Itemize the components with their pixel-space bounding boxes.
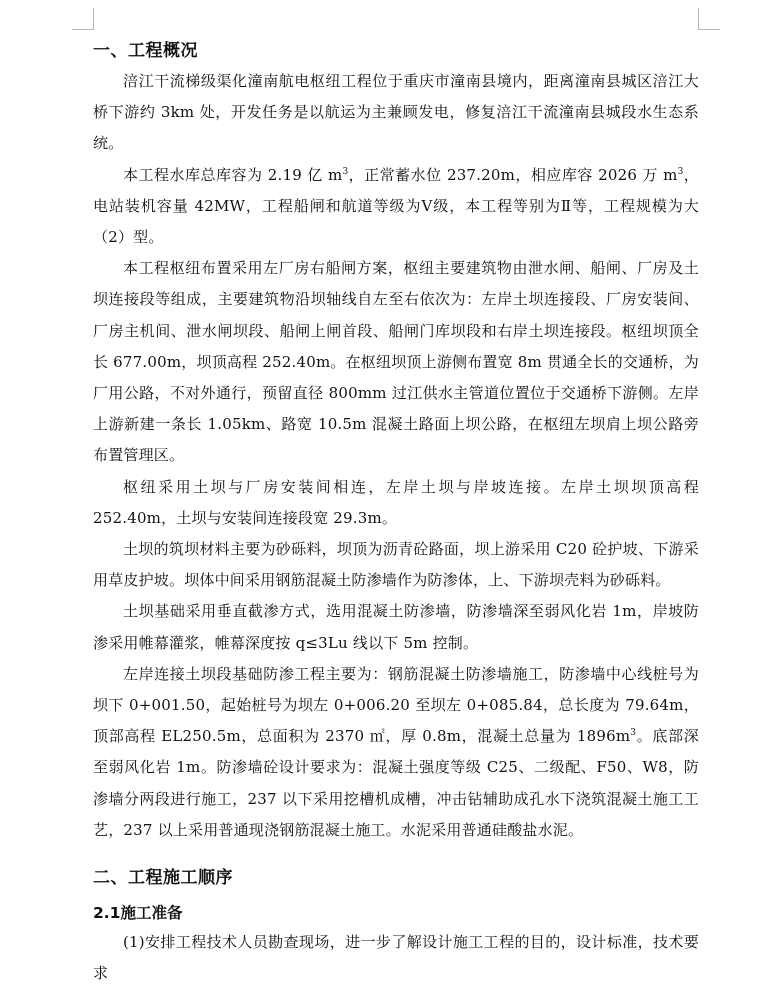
superscript-cubic: 3 <box>677 166 684 177</box>
superscript-cubic: 3 <box>342 166 349 177</box>
paragraph-cutoff-wall-part2: 。底部深至弱风化岩 1m。防渗墙砼设计要求为：混凝土强度等级 C25、二级配、F50、W8，防渗墙分两段进行施工，237 以下采用挖槽机成槽，冲击钻辅助成孔水下浇筑混凝土施工工艺，237 以上采用普通现浇钢筋混凝土施工。水泥采用普通硅酸盐水泥。 <box>93 727 699 839</box>
section-heading-overview: 一、工程概况 <box>93 41 198 61</box>
paragraph-layout: 本工程枢纽布置采用左厂房右船闸方案，枢纽主要建筑物由泄水闸、船闸、厂房及土坝连接段等组成，主要建筑物沿坝轴线自左至右依次为：左岸土坝连接段、厂房安装间、厂房主机间、泄水闸坝段、船闸上闸首段、船闸门库坝段和右岸土坝连接段。枢纽坝顶全长 677.00m，坝顶高程 252.40m。在枢纽坝顶上游侧布置宽 8m 贯通全长的交通桥，为厂用公路，不对外通行，预留直径 800mm 过江供水主管道位置位于交通桥下游侧。左岸上游新建一条长 1.05km、路宽 10.5m 混凝土路面上坝公路，在枢纽左坝肩上坝公路旁布置管理区。 <box>93 259 699 465</box>
paragraph-earth-dam: 枢纽采用土坝与厂房安装间相连，左岸土坝与岸坡连接。左岸土坝坝顶高程 252.40m，土坝与安装间连接段宽 29.3m。 <box>93 477 699 527</box>
section-heading-sequence: 二、工程施工顺序 <box>93 868 233 889</box>
paragraph-dam-materials: 土坝的筑坝材料主要为砂砾料，坝顶为沥青砼路面，坝上游采用 C20 砼护坡、下游采用草皮护坡。坝体中间采用钢筋混凝土防渗墙作为防渗体，上、下游坝壳料为砂砾料。 <box>93 540 699 590</box>
paragraph-foundation: 土坝基础采用垂直截渗方式，选用混凝土防渗墙，防渗墙深至弱风化岩 1m，岸坡防渗采用帷幕灌浆，帷幕深度按 q≤3Lu 线以下 5m 控制。 <box>93 602 699 652</box>
paragraph-cutoff-wall <box>93 659 699 846</box>
subsection-heading-preparation: 2.1施工准备 <box>93 904 183 923</box>
paragraph-capacity-part3: ，电站装机容量 42MW，工程船闸和航道等级为Ⅴ级，本工程等别为Ⅱ等，工程规模为大（2）型。 <box>93 165 700 247</box>
paragraph-capacity-part2: ，正常蓄水位 237.20m，相应库容 2026 万 m <box>348 165 678 184</box>
superscript-cubic: 3 <box>630 728 637 739</box>
paragraph-location: 涪江干流梯级渠化潼南航电枢纽工程位于重庆市潼南县境内，距离潼南县城区涪江大桥下游约 3km 处，开发任务是以航运为主兼顾发电，修复涪江干流潼南县城段水生态系统。 <box>93 72 699 153</box>
page-margin-corner-mark-left <box>72 8 94 30</box>
paragraph-cutoff-wall-part1: 左岸连接土坝段基础防渗工程主要为：钢筋混凝土防渗墙施工，防渗墙中心线桩号为坝下 0+001.50，起始桩号为坝左 0+006.20 至坝左 0+085.84，总长度为 79.64m，顶部高程 EL250.5m，总面积为 2370 ㎡，厚 0.8m，混凝土总量为 1896m <box>93 664 699 746</box>
paragraph-capacity <box>93 160 699 254</box>
page-margin-corner-mark-right <box>698 8 720 30</box>
paragraph-capacity-part1: 本工程水库总库容为 2.19 亿 m <box>123 165 343 184</box>
paragraph-preparation: (1)安排工程技术人员勘查现场，进一步了解设计施工工程的目的，设计标准，技术要求 <box>93 933 699 983</box>
document-body <box>93 36 699 989</box>
